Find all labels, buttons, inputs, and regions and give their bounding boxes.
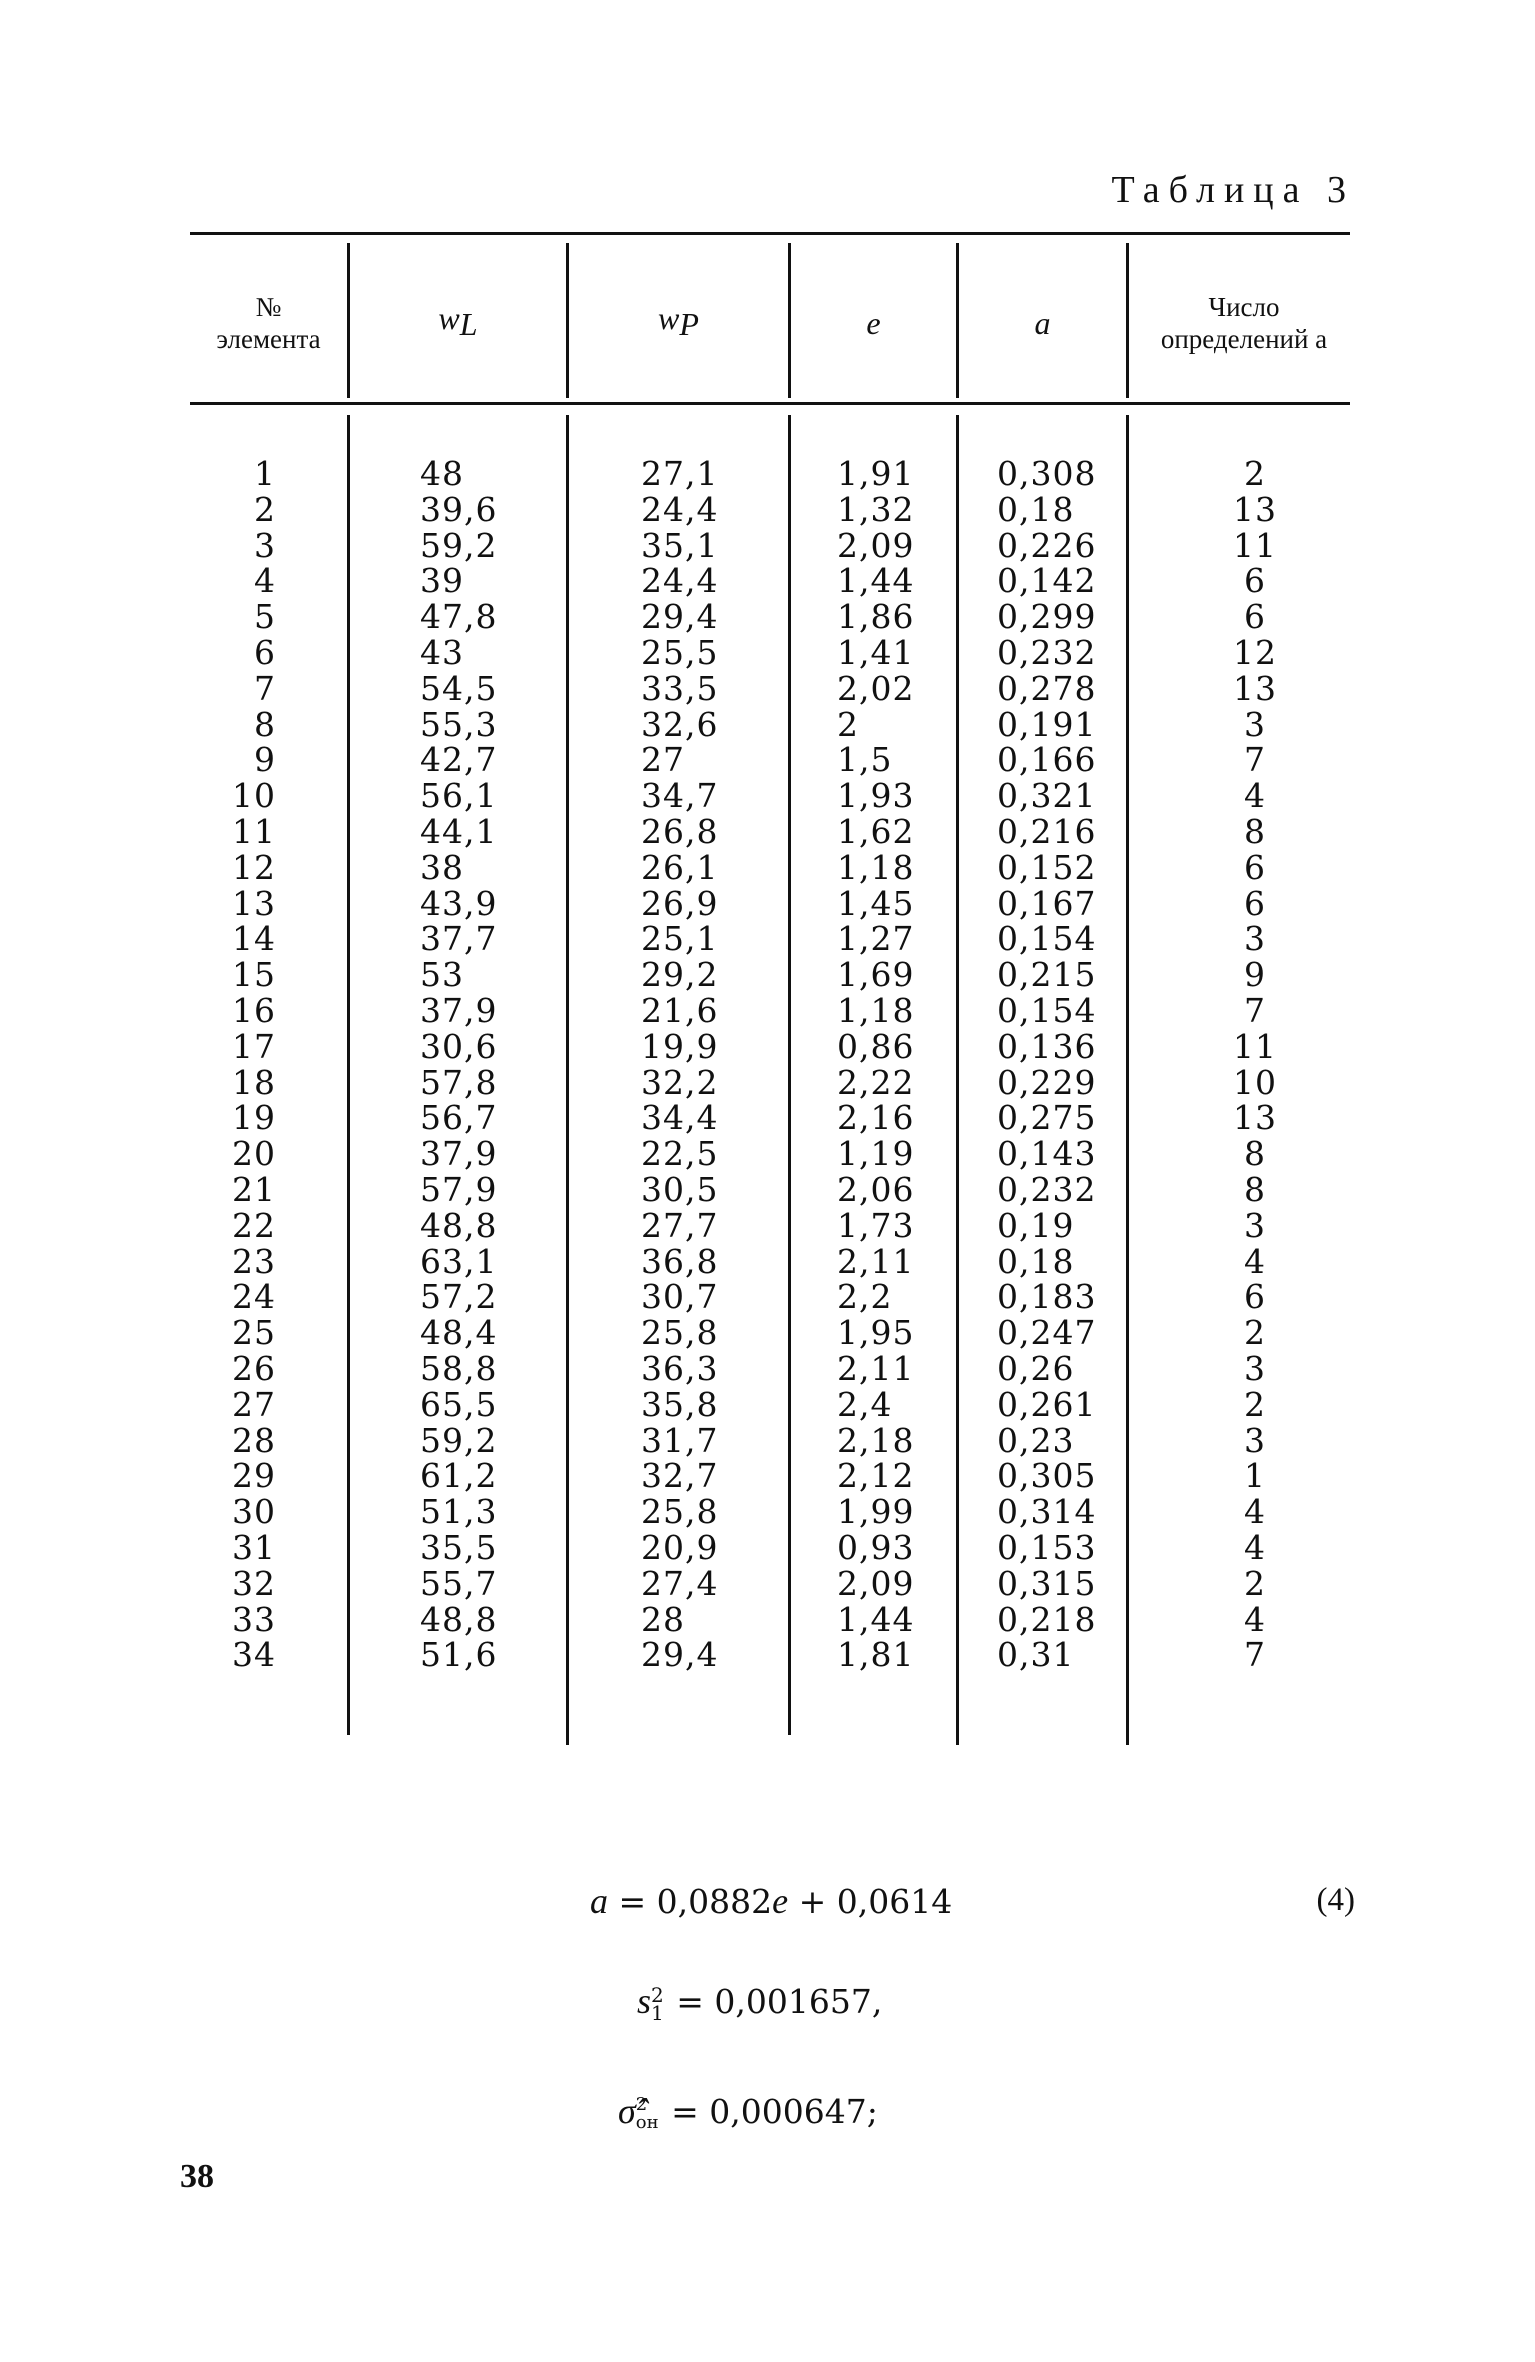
- cell-wp: 29,2: [641, 955, 719, 995]
- cell-a: 0,142: [997, 561, 1097, 601]
- cell-e: 2,09: [837, 1563, 915, 1603]
- cell-e: 2,02: [837, 668, 915, 708]
- cell-num: 5: [254, 597, 276, 637]
- cell-wl: 59,2: [420, 525, 498, 565]
- cell-wp: 35,1: [641, 525, 719, 565]
- table-header-rule: [190, 402, 1350, 405]
- cell-a: 0,315: [997, 1563, 1097, 1603]
- eq2-sup: 2: [651, 1983, 664, 2007]
- eq1-lhs: a: [590, 1881, 608, 1921]
- column-element-number: [200, 456, 276, 1673]
- cell-a: 0,232: [997, 632, 1097, 672]
- cell-wl: 57,8: [420, 1062, 498, 1102]
- cell-wl: 54,5: [420, 668, 498, 708]
- cell-a: 0,154: [997, 990, 1097, 1030]
- header-wp-sub: P: [679, 306, 699, 343]
- header-wl-base: w: [438, 299, 460, 336]
- cell-num: 3: [254, 525, 276, 565]
- header-e-label: e: [866, 305, 881, 341]
- cell-e: 0,86: [837, 1026, 915, 1066]
- cell-num: 32: [232, 1563, 276, 1603]
- cell-wp: 35,8: [641, 1384, 719, 1424]
- cell-wl: 43: [420, 632, 464, 672]
- cell-a: 0,18: [997, 1241, 1075, 1281]
- cell-a: 0,216: [997, 811, 1097, 851]
- cell-wp: 27: [641, 740, 685, 780]
- cell-num: 6: [254, 632, 276, 672]
- cell-count: 4: [1244, 1492, 1266, 1532]
- cell-e: 1,45: [837, 883, 915, 923]
- cell-wl: 48,4: [420, 1313, 498, 1353]
- cell-count: 11: [1233, 525, 1277, 565]
- cell-count: 8: [1244, 1134, 1266, 1174]
- cell-num: 13: [232, 883, 276, 923]
- cell-wp: 25,8: [641, 1313, 719, 1353]
- eq2-sub: 1: [651, 2001, 664, 2025]
- cell-count: 3: [1244, 1420, 1266, 1460]
- header-count-line1: Число: [1208, 292, 1280, 322]
- cell-wl: 58,8: [420, 1348, 498, 1388]
- cell-a: 0,218: [997, 1599, 1097, 1639]
- cell-a: 0,278: [997, 668, 1097, 708]
- cell-wp: 27,7: [641, 1205, 719, 1245]
- header-count: [1129, 248, 1359, 398]
- cell-wp: 36,8: [641, 1241, 719, 1281]
- header-element-label: элемента: [216, 324, 321, 354]
- cell-wp: 30,7: [641, 1277, 719, 1317]
- cell-wp: 33,5: [641, 668, 719, 708]
- cell-count: 7: [1244, 1635, 1266, 1675]
- cell-num: 4: [254, 561, 276, 601]
- cell-a: 0,23: [997, 1420, 1075, 1460]
- cell-num: 17: [232, 1026, 276, 1066]
- cell-count: 2: [1244, 1313, 1266, 1353]
- cell-wp: 22,5: [641, 1134, 719, 1174]
- eq3-base: σ̂: [618, 2091, 636, 2131]
- cell-wp: 19,9: [641, 1026, 719, 1066]
- equation-regression: [590, 1880, 952, 1922]
- cell-num: 25: [232, 1313, 276, 1353]
- cell-a: 0,18: [997, 489, 1075, 529]
- cell-count: 6: [1244, 1277, 1266, 1317]
- cell-e: 2,06: [837, 1169, 915, 1209]
- cell-e: 1,95: [837, 1313, 915, 1353]
- cell-e: 2,22: [837, 1062, 915, 1102]
- cell-e: 1,44: [837, 561, 915, 601]
- cell-wp: 32,2: [641, 1062, 719, 1102]
- cell-num: 34: [232, 1635, 276, 1675]
- cell-num: 19: [232, 1098, 276, 1138]
- cell-num: 10: [232, 776, 276, 816]
- cell-count: 6: [1244, 597, 1266, 637]
- cell-a: 0,305: [997, 1456, 1097, 1496]
- cell-wp: 34,7: [641, 776, 719, 816]
- cell-a: 0,232: [997, 1169, 1097, 1209]
- cell-e: 1,18: [837, 990, 915, 1030]
- cell-wp: 25,5: [641, 632, 719, 672]
- cell-wl: 39,6: [420, 489, 498, 529]
- eq3-sup: 2: [635, 2094, 648, 2115]
- cell-wp: 21,6: [641, 990, 719, 1030]
- cell-count: 9: [1244, 955, 1266, 995]
- header-wl-sub: L: [459, 306, 478, 343]
- cell-a: 0,136: [997, 1026, 1097, 1066]
- cell-num: 12: [232, 847, 276, 887]
- cell-wl: 59,2: [420, 1420, 498, 1460]
- cell-num: 29: [232, 1456, 276, 1496]
- cell-a: 0,321: [997, 776, 1097, 816]
- cell-count: 8: [1244, 811, 1266, 851]
- cell-wp: 26,1: [641, 847, 719, 887]
- cell-e: 2,11: [837, 1241, 915, 1281]
- header-a: [959, 248, 1126, 398]
- cell-a: 0,299: [997, 597, 1097, 637]
- cell-e: 2,4: [837, 1384, 893, 1424]
- cell-e: 1,91: [837, 454, 915, 493]
- cell-num: 9: [254, 740, 276, 780]
- cell-wp: 26,8: [641, 811, 719, 851]
- cell-e: 1,86: [837, 597, 915, 637]
- cell-a: 0,215: [997, 955, 1097, 995]
- equation-sigma: [618, 2090, 878, 2132]
- cell-wl: 35,5: [420, 1527, 498, 1567]
- cell-wp: 27,4: [641, 1563, 719, 1603]
- cell-wl: 42,7: [420, 740, 498, 780]
- cell-e: 1,19: [837, 1134, 915, 1174]
- cell-a: 0,183: [997, 1277, 1097, 1317]
- cell-count: 3: [1244, 919, 1266, 959]
- cell-wl: 37,9: [420, 1134, 498, 1174]
- cell-a: 0,226: [997, 525, 1097, 565]
- eq2-base: s: [637, 1981, 652, 2021]
- cell-num: 30: [232, 1492, 276, 1532]
- cell-e: 2,09: [837, 525, 915, 565]
- cell-wp: 25,1: [641, 919, 719, 959]
- cell-wl: 37,7: [420, 919, 498, 959]
- cell-num: 21: [232, 1169, 276, 1209]
- cell-wp: 24,4: [641, 561, 719, 601]
- cell-e: 1,81: [837, 1635, 915, 1675]
- cell-count: 12: [1233, 632, 1277, 672]
- eq1-mid: = 0,0882: [608, 1882, 773, 1921]
- eq1-e: e: [772, 1881, 789, 1921]
- body-divider: [566, 415, 569, 1745]
- page-number: 38: [180, 2158, 214, 2195]
- cell-e: 1,41: [837, 632, 915, 672]
- cell-wl: 48: [420, 454, 464, 493]
- cell-wp: 36,3: [641, 1348, 719, 1388]
- cell-num: 26: [232, 1348, 276, 1388]
- cell-num: 8: [254, 704, 276, 744]
- header-element-number: [190, 248, 347, 398]
- cell-num: 16: [232, 990, 276, 1030]
- cell-wl: 56,7: [420, 1098, 498, 1138]
- cell-wp: 27,1: [641, 454, 719, 493]
- cell-wl: 43,9: [420, 883, 498, 923]
- cell-count: 1: [1244, 1456, 1266, 1496]
- eq3-sub: он: [635, 2112, 659, 2133]
- cell-e: 0,93: [837, 1527, 915, 1567]
- cell-a: 0,247: [997, 1313, 1097, 1353]
- cell-count: 3: [1244, 704, 1266, 744]
- cell-a: 0,26: [997, 1348, 1075, 1388]
- table-caption: Таблица 3: [1111, 169, 1355, 211]
- cell-num: 28: [232, 1420, 276, 1460]
- cell-num: 2: [254, 489, 276, 529]
- cell-count: 3: [1244, 1348, 1266, 1388]
- cell-e: 2,11: [837, 1348, 915, 1388]
- cell-a: 0,31: [997, 1635, 1075, 1675]
- cell-wp: 30,5: [641, 1169, 719, 1209]
- cell-count: 13: [1233, 489, 1277, 529]
- table-top-rule: [190, 232, 1350, 235]
- cell-wl: 55,7: [420, 1563, 498, 1603]
- cell-wp: 20,9: [641, 1527, 719, 1567]
- cell-wp: 29,4: [641, 1635, 719, 1675]
- cell-num: 22: [232, 1205, 276, 1245]
- cell-e: 1,99: [837, 1492, 915, 1532]
- header-wp: [569, 248, 788, 398]
- body-divider: [788, 415, 791, 1735]
- cell-a: 0,154: [997, 919, 1097, 959]
- cell-wp: 34,4: [641, 1098, 719, 1138]
- cell-num: 7: [254, 668, 276, 708]
- column-wl: [420, 456, 560, 1673]
- eq2-rhs: = 0,001657,: [665, 1982, 883, 2021]
- cell-count: 8: [1244, 1169, 1266, 1209]
- cell-wl: 47,8: [420, 597, 498, 637]
- cell-a: 0,261: [997, 1384, 1097, 1424]
- cell-wl: 51,3: [420, 1492, 498, 1532]
- cell-wp: 24,4: [641, 489, 719, 529]
- column-wp: [641, 456, 781, 1673]
- cell-count: 6: [1244, 883, 1266, 923]
- cell-num: 14: [232, 919, 276, 959]
- cell-wl: 53: [420, 955, 464, 995]
- cell-a: 0,275: [997, 1098, 1097, 1138]
- cell-e: 2,18: [837, 1420, 915, 1460]
- cell-count: 3: [1244, 1205, 1266, 1245]
- cell-wp: 32,6: [641, 704, 719, 744]
- cell-wl: 65,5: [420, 1384, 498, 1424]
- header-number-sign: №: [255, 292, 282, 322]
- cell-count: 7: [1244, 740, 1266, 780]
- cell-a: 0,19: [997, 1205, 1075, 1245]
- header-wl: [350, 248, 566, 398]
- cell-e: 2,16: [837, 1098, 915, 1138]
- cell-e: 2: [837, 704, 859, 744]
- cell-e: 1,27: [837, 919, 915, 959]
- cell-wl: 38: [420, 847, 464, 887]
- cell-count: 11: [1233, 1026, 1277, 1066]
- cell-count: 2: [1244, 454, 1266, 493]
- cell-count: 4: [1244, 1599, 1266, 1639]
- body-divider: [956, 415, 959, 1745]
- cell-count: 2: [1244, 1384, 1266, 1424]
- cell-wl: 44,1: [420, 811, 498, 851]
- cell-e: 1,18: [837, 847, 915, 887]
- cell-count: 10: [1233, 1062, 1277, 1102]
- cell-num: 31: [232, 1527, 276, 1567]
- cell-count: 7: [1244, 990, 1266, 1030]
- cell-wl: 55,3: [420, 704, 498, 744]
- cell-wl: 57,2: [420, 1277, 498, 1317]
- eq3-rhs: = 0,000647;: [660, 2092, 878, 2131]
- cell-wl: 56,1: [420, 776, 498, 816]
- cell-e: 2,12: [837, 1456, 915, 1496]
- cell-wp: 28: [641, 1599, 685, 1639]
- cell-count: 4: [1244, 1241, 1266, 1281]
- cell-a: 0,167: [997, 883, 1097, 923]
- body-divider: [1126, 415, 1129, 1745]
- cell-wl: 61,2: [420, 1456, 498, 1496]
- cell-num: 27: [232, 1384, 276, 1424]
- header-a-label: a: [1034, 305, 1051, 341]
- cell-e: 1,69: [837, 955, 915, 995]
- cell-e: 1,5: [837, 740, 893, 780]
- cell-wl: 48,8: [420, 1205, 498, 1245]
- cell-count: 4: [1244, 776, 1266, 816]
- cell-count: 13: [1233, 1098, 1277, 1138]
- body-divider: [347, 415, 350, 1735]
- cell-wl: 63,1: [420, 1241, 498, 1281]
- header-wp-base: w: [658, 299, 680, 336]
- cell-a: 0,229: [997, 1062, 1097, 1102]
- cell-wp: 29,4: [641, 597, 719, 637]
- cell-a: 0,143: [997, 1134, 1097, 1174]
- cell-wl: 57,9: [420, 1169, 498, 1209]
- cell-wl: 37,9: [420, 990, 498, 1030]
- cell-count: 6: [1244, 561, 1266, 601]
- cell-wl: 48,8: [420, 1599, 498, 1639]
- cell-a: 0,308: [997, 454, 1097, 493]
- equation-variance: [637, 1980, 883, 2025]
- cell-wp: 32,7: [641, 1456, 719, 1496]
- equation-number: (4): [1316, 1882, 1355, 1918]
- cell-a: 0,153: [997, 1527, 1097, 1567]
- column-e: [837, 456, 952, 1673]
- cell-count: 13: [1233, 668, 1277, 708]
- cell-wl: 30,6: [420, 1026, 498, 1066]
- cell-num: 24: [232, 1277, 276, 1317]
- cell-e: 1,62: [837, 811, 915, 851]
- header-e: [791, 248, 956, 398]
- cell-num: 18: [232, 1062, 276, 1102]
- cell-e: 1,93: [837, 776, 915, 816]
- eq1-rhs: + 0,0614: [788, 1882, 953, 1921]
- header-count-line2: определений a: [1160, 324, 1328, 354]
- cell-wl: 51,6: [420, 1635, 498, 1675]
- cell-wp: 26,9: [641, 883, 719, 923]
- cell-num: 15: [232, 955, 276, 995]
- cell-e: 2,2: [837, 1277, 893, 1317]
- cell-wp: 25,8: [641, 1492, 719, 1532]
- cell-num: 23: [232, 1241, 276, 1281]
- cell-count: 6: [1244, 847, 1266, 887]
- cell-num: 1: [254, 454, 276, 493]
- cell-count: 4: [1244, 1527, 1266, 1567]
- cell-a: 0,191: [997, 704, 1097, 744]
- cell-num: 11: [232, 811, 276, 851]
- column-a: [997, 456, 1122, 1673]
- cell-e: 1,73: [837, 1205, 915, 1245]
- cell-a: 0,314: [997, 1492, 1097, 1532]
- column-count: [1200, 456, 1310, 1673]
- cell-e: 1,32: [837, 489, 915, 529]
- cell-wp: 31,7: [641, 1420, 719, 1460]
- cell-num: 20: [232, 1134, 276, 1174]
- cell-a: 0,166: [997, 740, 1097, 780]
- cell-wl: 39: [420, 561, 464, 601]
- cell-e: 1,44: [837, 1599, 915, 1639]
- cell-num: 33: [232, 1599, 276, 1639]
- cell-count: 2: [1244, 1563, 1266, 1603]
- cell-a: 0,152: [997, 847, 1097, 887]
